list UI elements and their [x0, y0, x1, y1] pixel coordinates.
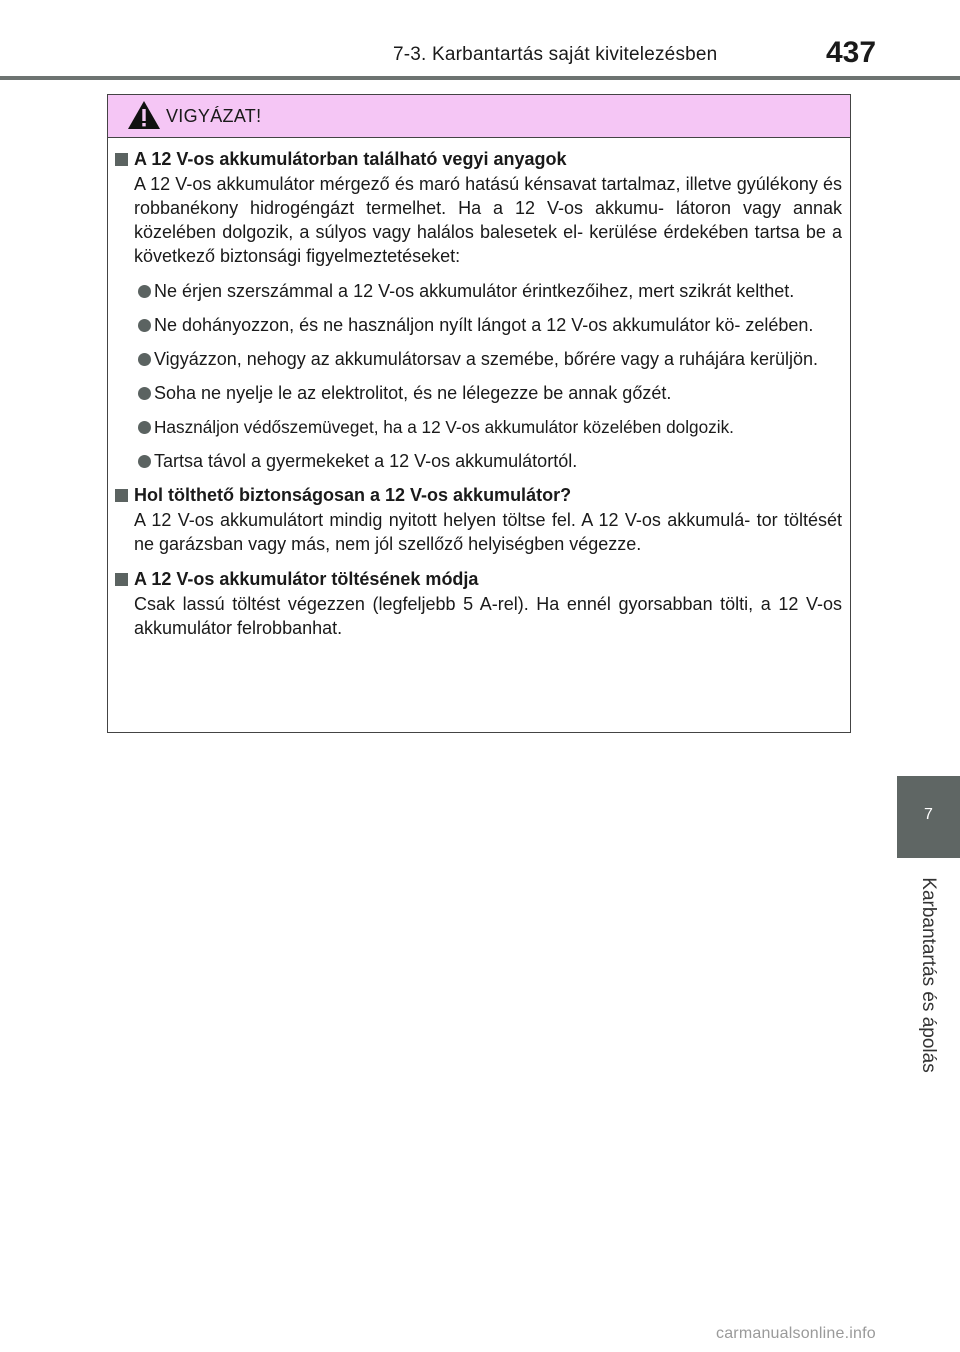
- square-bullet-icon: [115, 573, 128, 586]
- header-rule: [0, 76, 960, 80]
- warning-box: [107, 94, 851, 733]
- round-bullet-icon: [138, 353, 151, 366]
- list-item: [108, 313, 852, 337]
- warning-triangle-icon: [127, 100, 161, 130]
- section-heading-text: A 12 V-os akkumulátorban található vegyi anyagok: [134, 149, 567, 169]
- round-bullet-icon: [138, 387, 151, 400]
- list-item: [108, 449, 852, 473]
- watermark: carmanualsonline.info: [716, 1325, 876, 1342]
- round-bullet-icon: [138, 319, 151, 332]
- square-bullet-icon: [115, 153, 128, 166]
- list-item-text: Tartsa távol a gyermekeket a 12 V-os akkumulátortól.: [154, 451, 578, 471]
- warning-title: VIGYÁZAT!: [166, 106, 262, 126]
- list-item-text: Használjon védőszemüveget, ha a 12 V-os akkumulátor közelében dolgozik.: [154, 417, 734, 437]
- list-item-text: Vigyázzon, nehogy az akkumulátorsav a szemébe, bőrére vagy a ruhájára kerüljön.: [154, 349, 819, 369]
- list-item: [108, 279, 852, 303]
- chapter-tab: [897, 776, 960, 858]
- section-text: A 12 V-os akkumulátort mindig nyitott helyen töltse fel. A 12 V-os akkumulá- tor töltését ne garázsban vagy más, nem jól szellőző helyiségben végezze.: [134, 510, 842, 554]
- round-bullet-icon: [138, 285, 151, 298]
- warning-header: [108, 95, 850, 138]
- list-item: [108, 381, 852, 405]
- list-item: [108, 347, 852, 371]
- page-number: 437: [826, 36, 877, 69]
- section-heading-text: Hol tölthető biztonságosan a 12 V-os akkumulátor?: [134, 485, 572, 505]
- list-item: [108, 415, 852, 439]
- warning-content: [108, 147, 852, 651]
- section-text: Csak lassú töltést végezzen (legfeljebb 5 A-rel). Ha ennél gyorsabban tölti, a 12 V-os akkumulátor felrobbanhat.: [134, 594, 842, 638]
- list-item-text: Ne dohányozzon, és ne használjon nyílt lángot a 12 V-os akkumulátor kö- zelében.: [154, 315, 814, 335]
- section-text: A 12 V-os akkumulátor mérgező és maró hatású kénsavat tartalmaz, illetve gyúlékony és robbanékony hidrogéngázt termelhet. Ha a 12 V-os akkumu- látoron vagy annak közelében dolgozik, a súlyos vagy halálos balesetek el- kerülése érdekében tartsa be a következő biztonsági figyelmeztetéseket:: [134, 174, 842, 266]
- round-bullet-icon: [138, 421, 151, 434]
- section-heading: [108, 567, 852, 592]
- section-heading: [108, 483, 852, 508]
- section-heading: [108, 147, 852, 172]
- section-heading-text: A 12 V-os akkumulátor töltésének módja: [134, 569, 479, 589]
- round-bullet-icon: [138, 455, 151, 468]
- list-item-text: Ne érjen szerszámmal a 12 V-os akkumulátor érintkezőihez, mert szikrát kelthet.: [154, 281, 795, 301]
- list-item-text: Soha ne nyelje le az elektrolitot, és ne lélegezze be annak gőzét.: [154, 383, 672, 403]
- square-bullet-icon: [115, 489, 128, 502]
- chapter-label: Karbantartás és ápolás: [918, 877, 939, 1073]
- chapter-number: 7: [924, 806, 933, 823]
- header-title: 7-3. Karbantartás saját kivitelezésben: [393, 44, 718, 65]
